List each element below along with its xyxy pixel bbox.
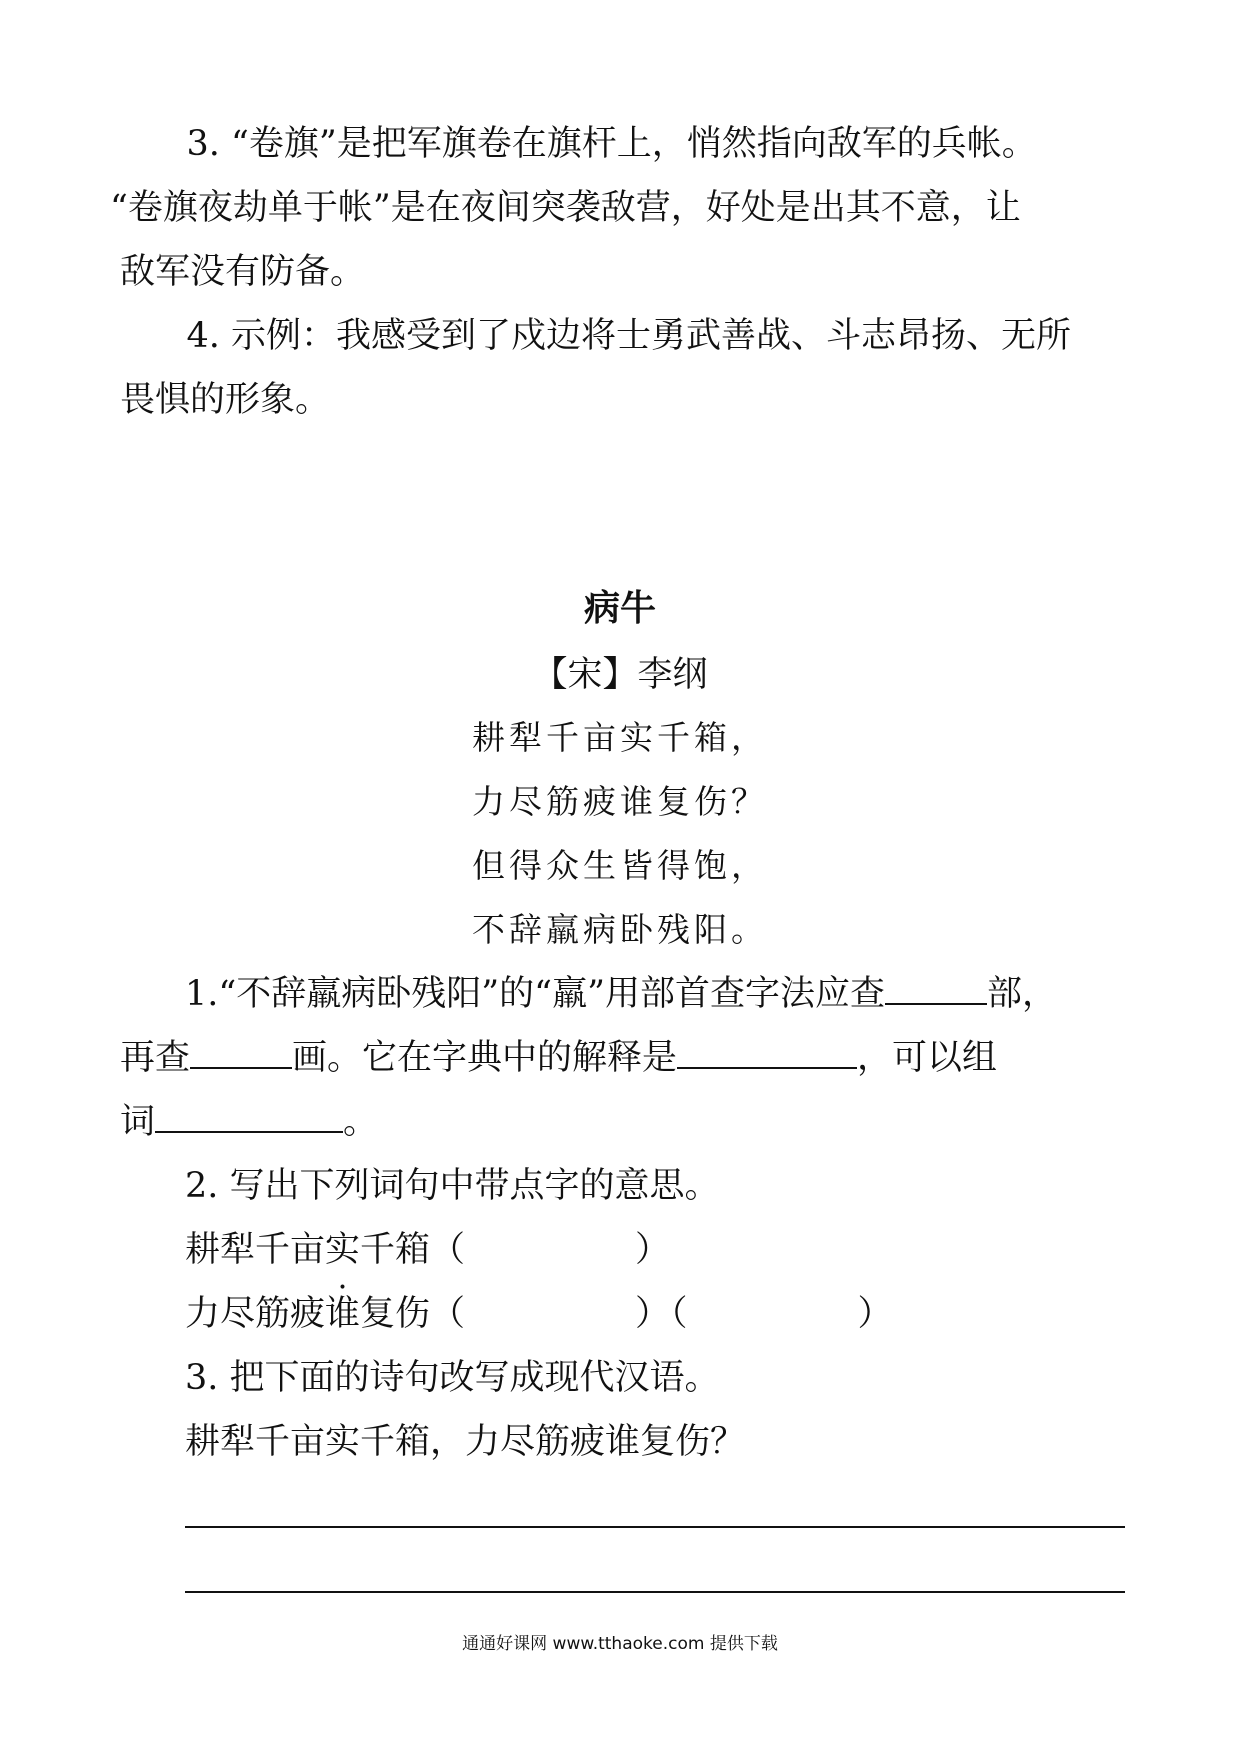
question-1-text: 。 [343, 1102, 379, 1142]
poem-author: 【宋】李纲 [532, 655, 708, 695]
answer-4-line-2: 畏惧的形象。 [120, 380, 331, 420]
question-1-line-3 [120, 1090, 1125, 1154]
answer-3-line-2: “卷旗夜劫单于帐”是在夜间突袭敌营，好处是出其不意，让 [110, 188, 1021, 228]
poem-line: 耕犁千亩实千箱， [472, 718, 768, 757]
question-2-title: 2. 写出下列词句中带点字的意思。 [185, 1166, 720, 1206]
q2-text: 千箱（ [360, 1230, 466, 1270]
answer-blank-strokes[interactable] [190, 1037, 292, 1069]
question-1-text: 词 [120, 1102, 156, 1142]
question-1-text: ，可以组 [857, 1038, 998, 1078]
answer-3-line-3: 敌军没有防备。 [120, 252, 366, 292]
question-1-text: 部， [986, 974, 1057, 1014]
poem-line: 不辞羸病卧残阳。 [472, 910, 768, 949]
question-1-text: 再查 [120, 1038, 191, 1078]
question-1-text: 画。它在字典中的解释是 [292, 1038, 678, 1078]
answer-blank-definition[interactable] [677, 1037, 857, 1069]
question-2-line-1 [185, 1218, 670, 1282]
q2-text: ） [635, 1230, 671, 1270]
q2-text: ） [857, 1294, 893, 1334]
poem-title: 病牛 [583, 588, 656, 629]
answer-line[interactable] [185, 1526, 1125, 1528]
answer-blank-radical[interactable] [885, 973, 987, 1005]
question-1-line-1 [185, 962, 1125, 1026]
q2-text: 耕犁千亩 [185, 1230, 326, 1270]
question-3-title: 3. 把下面的诗句改写成现代汉语。 [185, 1358, 720, 1398]
answer-4-line-1: 4. 示例：我感受到了戍边将士勇武善战、斗志昂扬、无所 [186, 316, 1072, 356]
q2-text: 力尽筋疲谁复伤（ [185, 1294, 466, 1334]
question-1-line-2 [120, 1026, 1125, 1090]
question-3-poem-line: 耕犁千亩实千箱，力尽筋疲谁复伤？ [185, 1422, 746, 1462]
poem-line: 力尽筋疲谁复伤？ [472, 782, 768, 821]
poem-line: 但得众生皆得饱， [472, 846, 768, 885]
answer-blank-word[interactable] [155, 1101, 343, 1133]
page-footer: 通通好课网 www.tthaoke.com 提供下载 [462, 1634, 778, 1654]
dotted-character: 实 [325, 1230, 361, 1270]
question-1-text: 1.“不辞羸病卧残阳”的“羸”用部首查字法应查 [185, 974, 885, 1014]
question-2-line-2 [185, 1282, 893, 1346]
q2-text: ）（ [635, 1294, 688, 1334]
answer-3-line-1: 3. “卷旗”是把军旗卷在旗杆上，悄然指向敌军的兵帐。 [186, 124, 1037, 164]
answer-line[interactable] [185, 1591, 1125, 1593]
